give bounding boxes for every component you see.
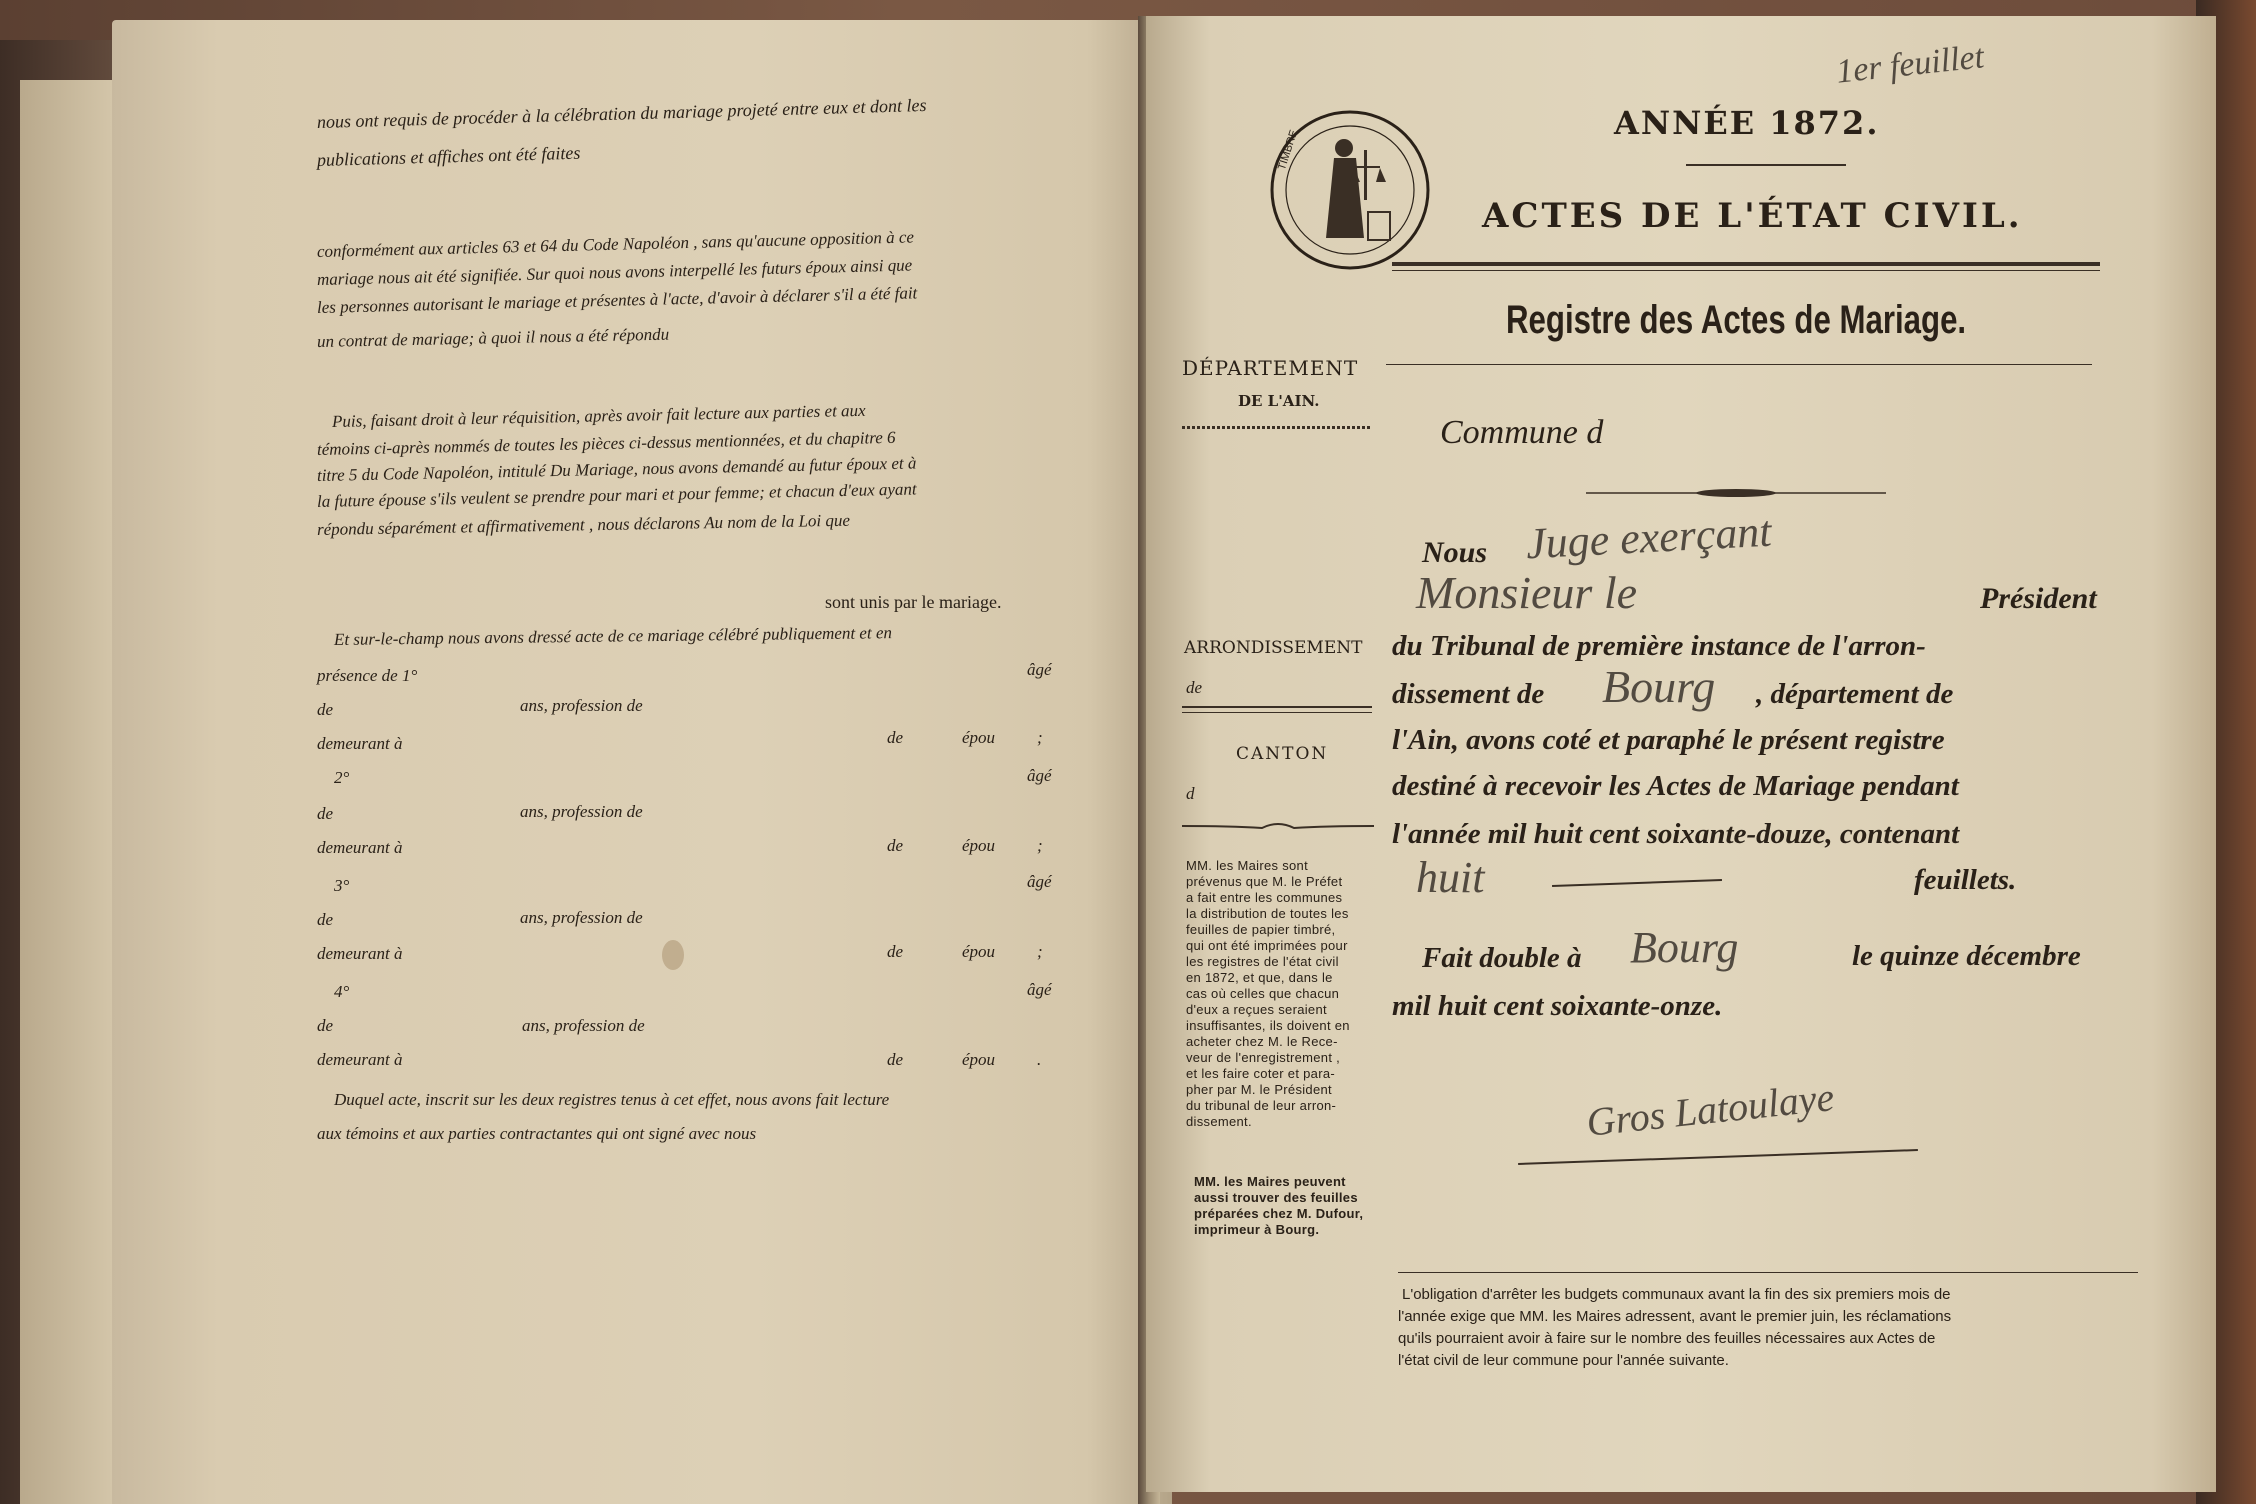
witness-3-number: 3° (334, 876, 350, 895)
heading-rule-thin (1392, 270, 2100, 271)
handwritten-juge: Juge exerçant (1524, 506, 1773, 569)
side-note-line: d'eux a reçues seraient (1186, 1002, 1327, 1017)
side-note-line: du tribunal de leur arron- (1186, 1098, 1337, 1113)
witness-4-period: . (1037, 1050, 1042, 1069)
witness-2-profession: ans, profession de (520, 802, 643, 821)
departement-name: DE L'AIN. (1238, 392, 1320, 410)
footer-line-4: l'état civil de leur commune pour l'année suivante. (1398, 1352, 1729, 1369)
nous-label: Nous (1422, 536, 1488, 569)
canton-flourish (1182, 816, 1374, 832)
handwritten-dash (1552, 879, 1722, 887)
witness-1-demeurant: demeurant à (317, 734, 403, 753)
para3-line-2: témoins ci-après nommés de toutes les pièces ci-dessus mentionnées, et du chapitre 6 (316, 427, 896, 459)
canton-label: CANTON (1236, 744, 1329, 764)
side-note-line: veur de l'enregistrement , (1186, 1050, 1341, 1065)
handwritten-bourg-2: Bourg (1630, 923, 1739, 972)
timbre-stamp (1268, 108, 1432, 272)
side-note-line: MM. les Maires sont (1186, 858, 1309, 873)
age-label-4: âgé (1027, 980, 1052, 999)
witness-2-de2: de (887, 836, 904, 855)
side-note-line: dissement. (1186, 1114, 1252, 1129)
departement-label: DÉPARTEMENT (1182, 356, 1359, 380)
age-label-2: âgé (1027, 766, 1052, 785)
united-line: sont unis par le mariage. (825, 592, 1002, 612)
signature-rule (1518, 1149, 1918, 1165)
witness-2-semicolon: ; (1037, 836, 1043, 855)
side-note-line: les registres de l'état civil (1186, 954, 1339, 969)
ornament-divider (1586, 486, 1886, 500)
witness-4-demeurant: demeurant à (317, 1050, 403, 1069)
handwritten-huit: huit (1416, 853, 1485, 902)
footer-line-3: qu'ils pourraient avoir à faire sur le nombre des feuilles nécessaires aux Actes de (1398, 1330, 1936, 1347)
footer-rule (1398, 1272, 2138, 1273)
witness-3-profession: ans, profession de (520, 908, 643, 927)
witness-4-de2: de (887, 1050, 904, 1069)
para2-line-3: les personnes autorisant le mariage et présentes à l'acte, d'avoir à déclarer s'il a été fait (316, 283, 918, 317)
fait-double-label: Fait double à (1422, 942, 1582, 974)
body-line-1: du Tribunal de première instance de l'arron- (1392, 630, 1926, 662)
side-note-line: pher par M. le Président (1186, 1082, 1332, 1097)
arrondissement-de: de (1186, 678, 1203, 697)
para3-line-5: répondu séparément et affirmativement , nous déclarons Au nom de la Loi que (316, 510, 851, 539)
witness-2-de: de (317, 804, 334, 823)
side-note-line: et les faire coter et para- (1186, 1066, 1335, 1081)
side-note-line: insuffisantes, ils doivent en (1186, 1018, 1350, 1033)
witness-3-semicolon: ; (1037, 942, 1043, 961)
side-note-line: la distribution de toutes les (1186, 906, 1349, 921)
side-note-line: imprimeur à Bourg. (1194, 1222, 1320, 1237)
president-label: Président (1980, 582, 2097, 615)
witness-2-demeurant: demeurant à (317, 838, 403, 857)
left-page (112, 20, 1172, 1504)
side-note-line: cas où celles que chacun (1186, 986, 1340, 1001)
arrondissement-rule-2 (1182, 712, 1372, 713)
footer-line-1: L'obligation d'arrêter les budgets communaux avant la fin des six premiers mois de (1402, 1286, 1951, 1303)
right-page (1146, 16, 2216, 1492)
witness-4-epou: épou (962, 1050, 996, 1069)
para4-line-2: présence de 1° (317, 666, 418, 685)
witness-4-number: 4° (334, 982, 350, 1001)
witness-1-de2: de (887, 728, 904, 747)
para5-line-1: Duquel acte, inscrit sur les deux registres tenus à cet effet, nous avons fait lecture (334, 1090, 890, 1109)
witness-1-de: de (317, 700, 334, 719)
corner-note: 1er feuillet (1834, 38, 1986, 91)
witness-3-demeurant: demeurant à (317, 944, 403, 963)
witness-2-epou: épou (962, 836, 996, 855)
age-label-3: âgé (1027, 872, 1052, 891)
page-stack-edge (20, 80, 115, 1504)
side-note-line: préparées chez M. Dufour, (1194, 1206, 1364, 1221)
main-heading: ACTES DE L'ÉTAT CIVIL. (1482, 196, 2023, 236)
year-heading: ANNÉE 1872. (1614, 104, 1880, 142)
side-note-line: en 1872, et que, dans le (1186, 970, 1333, 985)
side-note-line: aussi trouver des feuilles (1194, 1190, 1358, 1205)
signature: Gros Latoulaye (1584, 1074, 1837, 1145)
intro-line-1: nous ont requis de procéder à la célébration du mariage projeté entre eux et dont les (316, 94, 927, 132)
canton-d: d (1186, 784, 1195, 803)
witness-1-semicolon: ; (1037, 728, 1043, 747)
para3-line-3: titre 5 du Code Napoléon, intitulé Du Mariage, nous avons demandé au futur époux et à (316, 453, 917, 485)
witness-4-profession: ans, profession de (522, 1016, 645, 1035)
year-rule (1686, 164, 1846, 166)
heading-rule-thick (1392, 262, 2100, 266)
body-line-2a: dissement de (1392, 678, 1545, 710)
para3-line-4: la future épouse s'ils veulent se prendre pour mari et pour femme; et chacun d'eux ayant (316, 479, 917, 511)
side-note-line: a fait entre les communes (1186, 890, 1343, 905)
departement-rule (1182, 426, 1372, 429)
para5-line-2: aux témoins et aux parties contractantes qui ont signé avec nous (317, 1124, 757, 1143)
register-title: Registre des Actes de Mariage. (1506, 298, 1967, 342)
side-note-line: MM. les Maires peuvent (1194, 1174, 1346, 1189)
handwritten-bourg: Bourg (1602, 661, 1716, 712)
witness-1-epou: épou (962, 728, 996, 747)
title-rule (1386, 364, 2092, 365)
body-line-5: l'année mil huit cent soixante-douze, contenant (1392, 818, 1960, 850)
para2-line-2: mariage nous ait été signifiée. Sur quoi nous avons interpellé les futurs époux ainsi que (316, 255, 913, 289)
witness-1-profession: ans, profession de (520, 696, 643, 715)
witness-3-epou: épou (962, 942, 996, 961)
arrondissement-label: ARRONDISSEMENT (1184, 638, 1363, 658)
side-note-dufour (1194, 1174, 1394, 1238)
feuillets-label: feuillets. (1914, 864, 2017, 896)
witness-2-number: 2° (334, 768, 350, 787)
paper-stain (662, 940, 684, 970)
para4-line-1: Et sur-le-champ nous avons dressé acte de ce mariage célébré publiquement et en (333, 623, 893, 649)
para2-line-4: un contrat de mariage; à quoi il nous a été répondu (316, 324, 670, 351)
side-note-line: prévenus que M. le Préfet (1186, 874, 1343, 889)
witness-3-de: de (317, 910, 334, 929)
footer-line-2: l'année exige que MM. les Maires adressent, avant le premier juin, les réclamations (1398, 1308, 1952, 1325)
body-line-3: l'Ain, avons coté et paraphé le présent registre (1392, 724, 1945, 756)
body-line-2b: , département de (1756, 678, 1954, 710)
side-note-line: acheter chez M. le Rece- (1186, 1034, 1338, 1049)
side-note-line: qui ont été imprimées pour (1186, 938, 1348, 953)
side-note-line: feuilles de papier timbré, (1186, 922, 1336, 937)
para2-line-1: conformément aux articles 63 et 64 du Code Napoléon , sans qu'aucune opposition à ce (316, 227, 915, 261)
para3-line-1: Puis, faisant droit à leur réquisition, après avoir fait lecture aux parties et aux (331, 400, 866, 431)
stamp-word: TIMBRE (1276, 128, 1301, 172)
witness-4-de: de (317, 1016, 334, 1035)
arrondissement-rule-1 (1182, 706, 1372, 708)
commune-label: Commune d (1440, 414, 1604, 451)
witness-3-de2: de (887, 942, 904, 961)
date-line-2: mil huit cent soixante-onze. (1392, 990, 1723, 1022)
body-line-4: destiné à recevoir les Actes de Mariage pendant (1392, 770, 1959, 802)
date-label: le quinze décembre (1852, 940, 2081, 972)
age-label-1: âgé (1027, 660, 1052, 679)
handwritten-monsieur: Monsieur le (1416, 567, 1638, 618)
intro-line-2: publications et affiches ont été faites (316, 142, 581, 170)
side-note-prefet (1186, 858, 1386, 1130)
